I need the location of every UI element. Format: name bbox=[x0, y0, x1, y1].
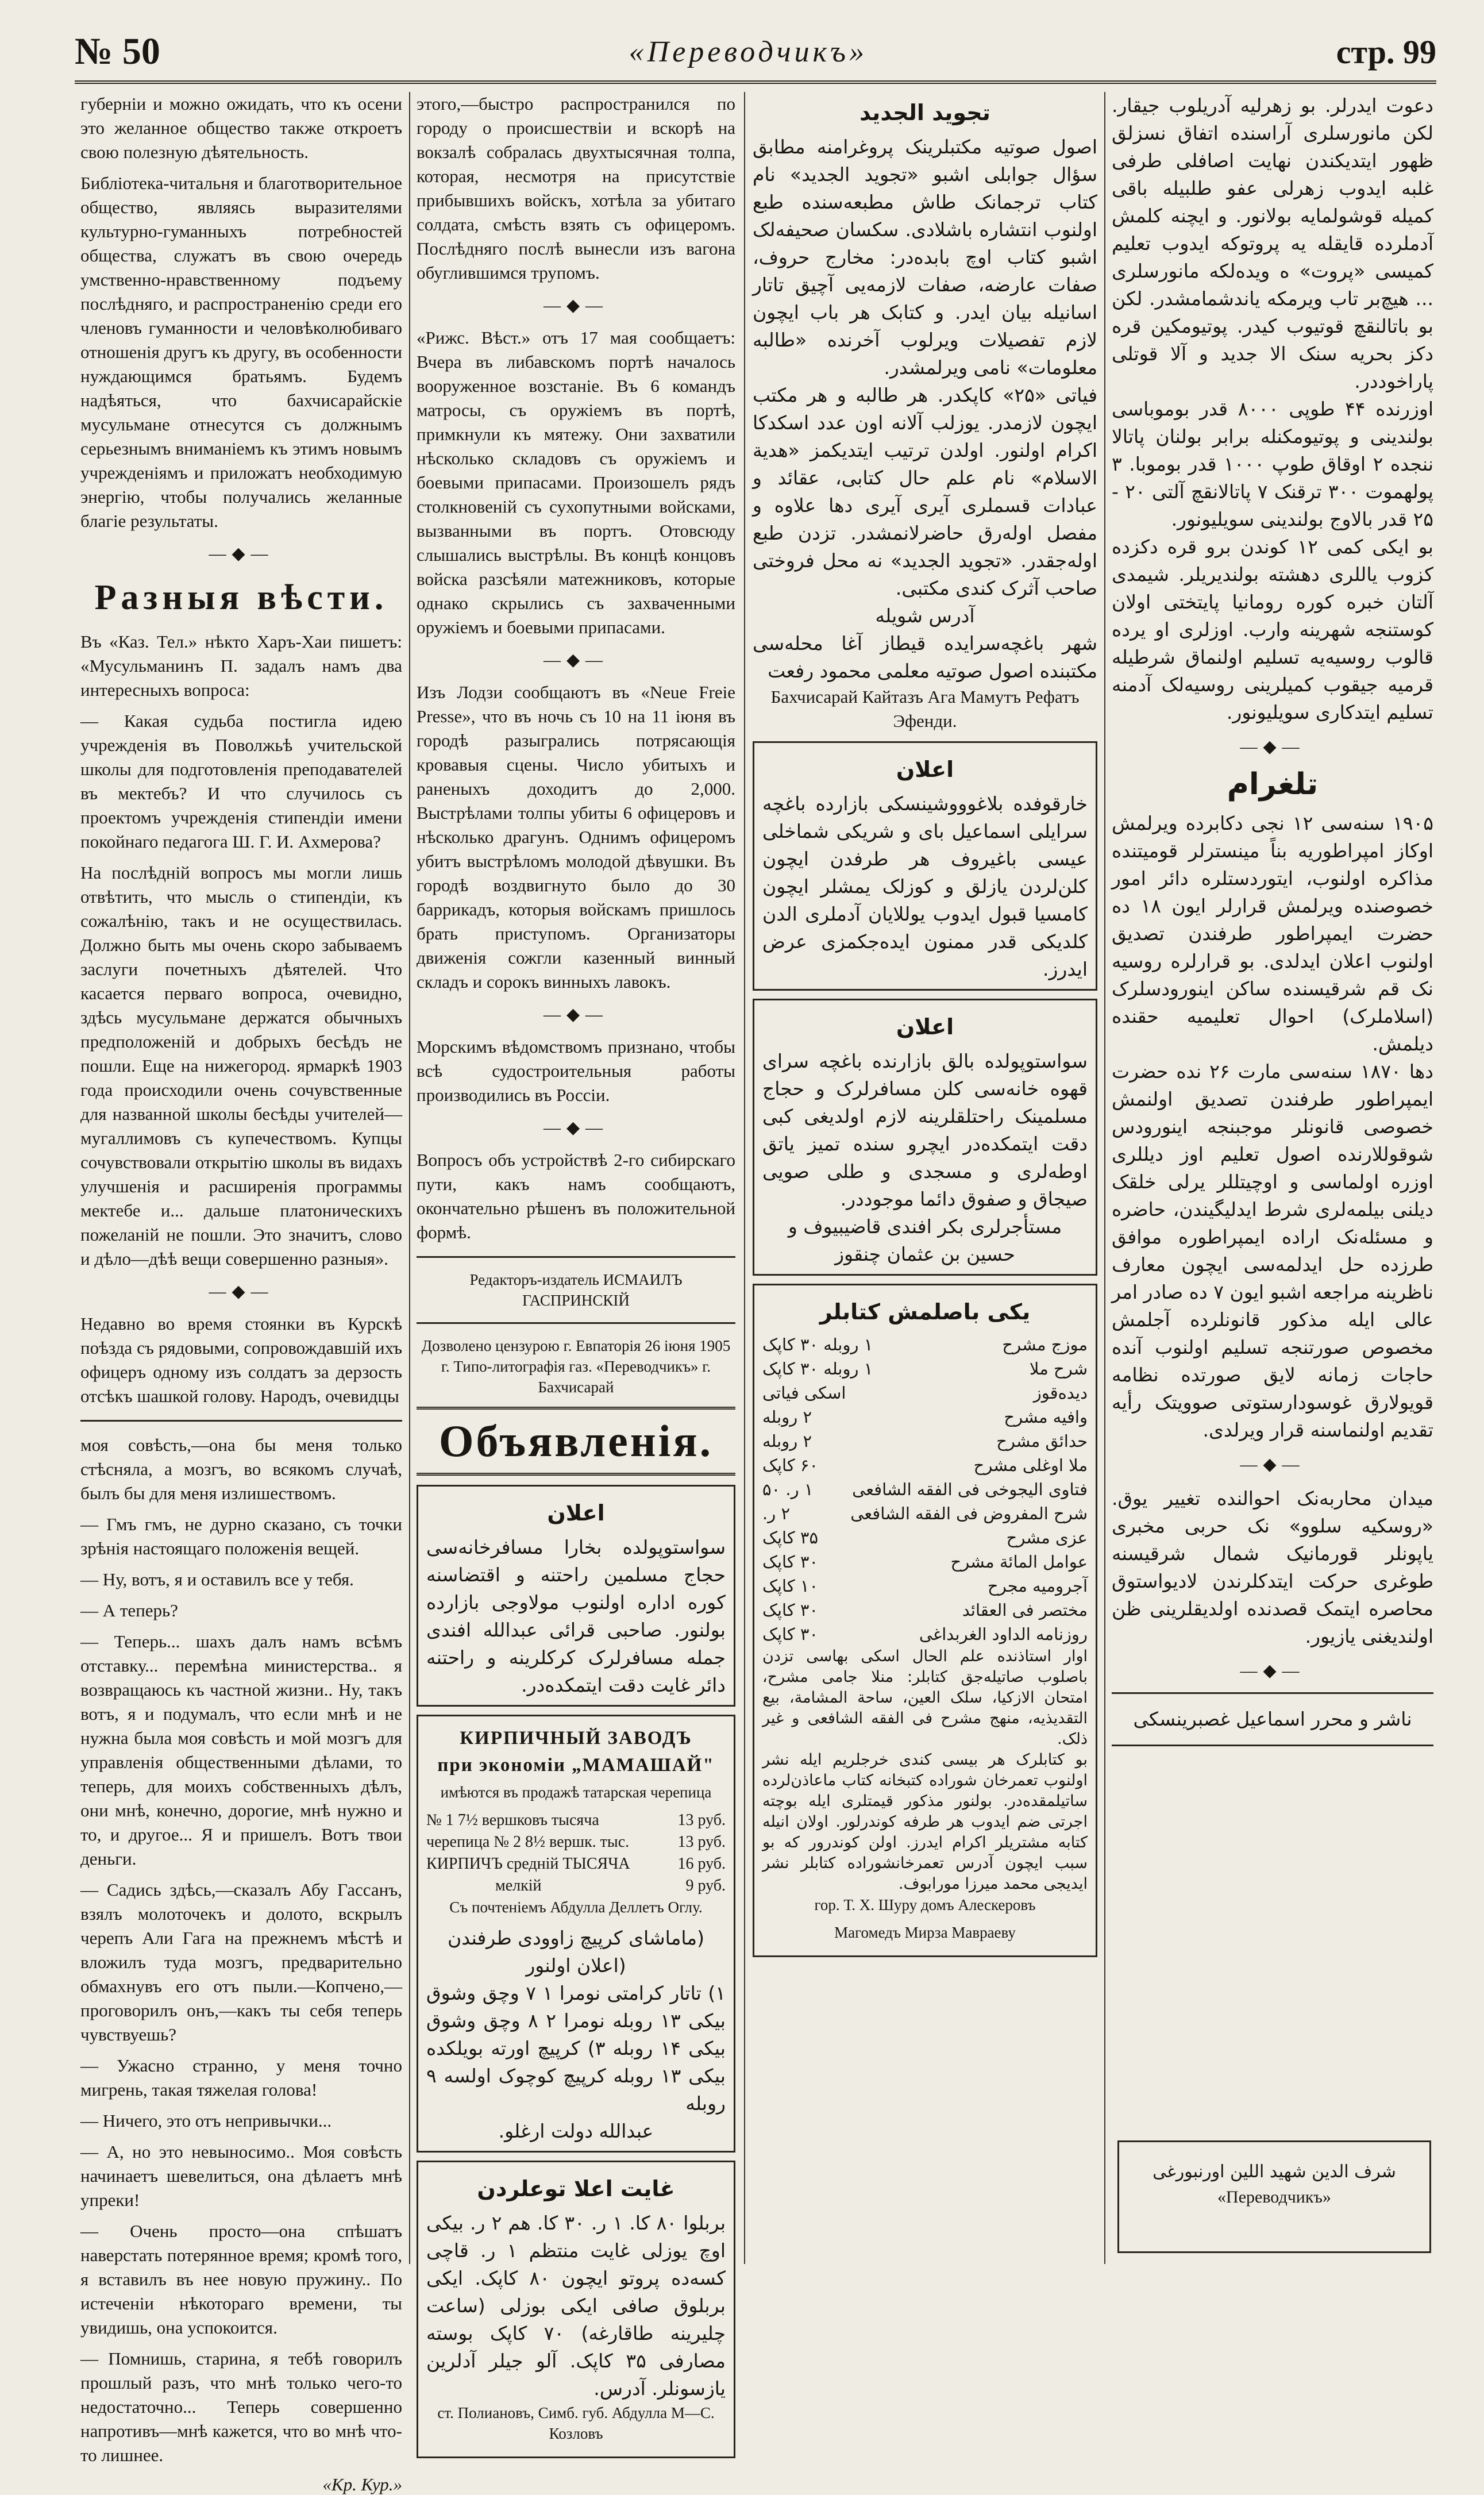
ad-text: اوار استاذنده علم الحال اسکی بهاسی تزدن باصلوب صاتیله‌جق کتابلر: منلا جامی مشرح، امتحان الازکیا، سلک العین، ساحة المشامة، بیع التقدیذیه، منهج مشرح فی الفقه الشافعی و غیر ذلک. bbox=[762, 1647, 1088, 1748]
ad-title: غایت اعلا توعلردن bbox=[477, 2176, 675, 2201]
ad-address: Магомедъ Мирза Мавраеву bbox=[834, 1924, 1016, 1941]
book-price: اسکی فیاتی bbox=[762, 1383, 846, 1403]
editor-line: Редакторъ-издатель ИСМАИЛЪ ГАСПРИНСКІЙ bbox=[469, 1271, 683, 1309]
item-price: 13 руб. bbox=[677, 1833, 726, 1851]
book-row bbox=[762, 1357, 1088, 1381]
paragraph: моя совѣсть,—она бы меня только стѣсняла, а мозгъ, во всякомъ случаѣ, былъ бы для меня излишествомъ. bbox=[80, 1435, 402, 1503]
ad-text: имѣются въ продажѣ татарская черепица bbox=[440, 1784, 712, 1801]
ad-title: یکی باصلمش کتابلر bbox=[819, 1299, 1031, 1324]
section-rule bbox=[1112, 1745, 1433, 1746]
book-price: ۳۰ کاپک bbox=[762, 1600, 819, 1620]
books-ad bbox=[753, 1284, 1097, 1957]
ad-text: سواستوپولده بخارا مسافرخانه‌سی حجاج مسلمین راحتنه و اقتضاسنه کوره اداره اولنوب مولاوجی بازارده بولنور. صاحبی قرائی عبدالله افندی جمله مسافرلرک کرکلرینه و راحتنه دائر غایت دقت ایتمکده‌در. bbox=[426, 1536, 726, 1696]
section-heading: Разныя вѣсти. bbox=[94, 578, 388, 617]
section-heading: تجوید الجدید bbox=[859, 100, 990, 125]
book-price: ۳۵ کاپک bbox=[762, 1528, 819, 1547]
book-title: شرح ملا bbox=[1029, 1359, 1088, 1379]
paragraph: — Помнишь, старина, я тебѣ говорилъ прошлый разъ, что мнѣ только чего-то недостаточно... Теперь совершенно напротивъ—мнѣ кажется, что во мнѣ что-то лишнее. bbox=[80, 2348, 402, 2465]
books-list bbox=[762, 1333, 1088, 1646]
item-name: мелкій bbox=[495, 1877, 542, 1895]
book-title: شرح المفروض فی الفقه الشافعی bbox=[850, 1504, 1088, 1523]
book-price: ۲ روبله bbox=[762, 1407, 812, 1427]
book-row bbox=[762, 1477, 1088, 1501]
book-title: روزنامه الداود الغربداغی bbox=[919, 1624, 1088, 1644]
paragraph: ۱۹۰۵ سنه‌سی ۱۲ نجی دکابرده ویرلمش اوکاز امپراطوریه بناً مینسترلر قومیتنده مذاکره اولنوب، ایتوردستلره دائر امور خصوصنده ویرلمش قرارلر ایون ۱۸ ده حضرت ایمپراطور طرفندن تصدیق اولنوب اعلان ایدلدی. بو قرارلره روسیه نک قم شرقیسنده ساکن اینورودسلرک (اسلاملرک) احوال تعلیمیه حقنده دیلمش. bbox=[1112, 812, 1433, 1055]
table-row bbox=[426, 1875, 726, 1897]
ad-signature: عبدالله دولت ارغلو. bbox=[498, 2120, 654, 2142]
ad-title: اعلان bbox=[896, 757, 954, 782]
book-title: حدائق مشرح bbox=[996, 1431, 1088, 1451]
ad-address: гор. Т. Х. Шуру домъ Алескеровъ bbox=[814, 1896, 1036, 1913]
book-price: ۱ روبله ۳۰ کاپک bbox=[762, 1335, 873, 1354]
ad-signature: مستأجرلری بکر افندی قاضیبیوف و حسین بن عثمان چنقوز bbox=[788, 1215, 1062, 1265]
paragraph: — Ужасно странно, у меня точно мигрень, такая тяжелая голова! bbox=[80, 2055, 402, 2100]
stamp-text: «Переводчикъ» bbox=[1217, 2188, 1331, 2207]
ornament-divider: —◆— bbox=[543, 650, 609, 669]
book-row bbox=[762, 1574, 1088, 1598]
item-price: 16 руб. bbox=[677, 1855, 726, 1873]
paragraph: — Теперь... шахъ далъ намъ всѣмъ отставку... перемѣна министерства.. я возвращаюсь къ частной жизни.. Ну, такъ вотъ, я и подумалъ, что если мнѣ и не нужна была моя совѣсть и мой мозгъ для управленія общественными дѣлами, то теперь, для моихъ собственныхъ дѣлъ, они мнѣ, конечно, дорогие, мнѣ нужно и то, и другое... Я и пришелъ. Вотъ твои деньги. bbox=[80, 1631, 402, 1869]
column-4 bbox=[1112, 92, 1433, 2275]
paragraph: — А теперь? bbox=[80, 1600, 178, 1620]
table-row bbox=[426, 1831, 726, 1853]
ad-text: خارقوفده بلاغوووشینسکی بازارده باغچه سرایلی اسماعیل بای و شریکی شماخلی عیسی باغیروف هر طرفدن ایچون کلن‌لردن یازلق و کوزلک یمشلر ایچون کامسیا قبول ایدوب یوللایان آدملری الدن کلدیکی قدر ممنون ایده‌جکمزی عرض ایدرز. bbox=[762, 792, 1088, 980]
section-rule bbox=[417, 1322, 735, 1324]
issue-number: № 50 bbox=[75, 30, 160, 72]
column-divider bbox=[1104, 92, 1105, 2264]
censor-line: Дозволено цензурою г. Евпаторія 26 іюня 1905 г. Типо-литографія газ. «Переводчикъ» г. Бахчисарай bbox=[421, 1337, 731, 1396]
book-row bbox=[762, 1453, 1088, 1477]
ad-text: بربلوا ۸۰ کا. ۱ ر. ۳۰ کا. هم ۲ ر. بیکی اوچ یوزلی غایت منتظم ۱ ر. قاچی کسه‌ده پروتو ایچون ۸۰ کاپک. ایکی بربلوق صافی ایکی بوزلی (ساعت چلیرینه طاقارغه) ۷۰ کاپک بوسته مصارفی ۳۵ کاپک. آلو جیلر آدلرین یازسونلر. آدرس. bbox=[426, 2212, 726, 2400]
book-row bbox=[762, 1333, 1088, 1357]
paragraph: — Гмъ гмъ, не дурно сказано, съ точки зрѣнія настоящаго положенія вещей. bbox=[80, 1514, 402, 1558]
paragraph: — Садись здѣсь,—сказалъ Абу Гассанъ, взялъ молоточекъ и долото, вскрылъ черепъ Али Гага на прежнемъ мѣстѣ и вложилъ туда мозгъ, предварительно обмахнувъ его отъ пыли.—Копчено,—проговорилъ онъ,—какъ ты себя теперь чувствуешь? bbox=[80, 1880, 402, 2044]
column-divider bbox=[409, 92, 410, 2264]
column-1 bbox=[80, 92, 402, 2494]
paragraph: — Ничего, это отъ непривычки... bbox=[80, 2111, 332, 2131]
source-signature: «Кр. Кур.» bbox=[322, 2474, 402, 2494]
paragraph: اصول صوتیه مکتبلرینک پروغرامنه مطابق سؤال جوابلی اشبو «تجوید الجدید» نام کتاب ترجمانک طاش مطبعه‌سنده طبع اولنوب انتشاره باشلادی. سکسان صحیفه‌لک اشبو کتاب اوچ بابده‌در: مخارج حروف، صفات عارضه، صفات لازمه‌یی آچیق تاتار اسانیله بیان ایدر. و کتابک هر باب ایچون لازم تفصیلات ویرلوب آخرنده «طالبه معلومات» نامی ویرلمشدر. bbox=[753, 136, 1097, 379]
paragraph: اوزرنده ۴۴ طوپی ۸۰۰۰ قدر بوموباسی بولندینی و پوتیومکنله برابر بولنان پاتالا ننجده ۲ اوقاق طوپ ۱۰۰۰ قدر بوموبا. ۳ پولهموت ۳۰۰ ترقنک ۷ پاتالانقچ آلتی ۲۰ - ۲۵ قدر بالاوج بولندینی سویلیونور. bbox=[1112, 398, 1434, 530]
column-2 bbox=[417, 92, 735, 2442]
book-row bbox=[762, 1381, 1088, 1405]
paragraph: — А, но это невыносимо.. Моя совѣсть начинаетъ шевелиться, она дѣлаетъ мнѣ упреки! bbox=[80, 2142, 402, 2210]
column-divider bbox=[744, 92, 745, 2264]
table-row bbox=[426, 1853, 726, 1875]
paragraph: میدان محاربه‌نک احوالنده تغییر یوق. «روسکیه سلوو» نک حربی مخبری یاپونلر قورمانیک شمال شرقیسنه طوغری حرکت ایتدکلرندن لادیواستوق محاصره ایتمک قصدنده اولدیقلرینی ظن اولندیغنی یازیور. bbox=[1112, 1487, 1433, 1647]
brick-factory-ad bbox=[417, 1715, 735, 2153]
book-row bbox=[762, 1501, 1088, 1526]
book-title: ملا اوغلی مشرح bbox=[973, 1456, 1088, 1475]
address-text: شهر باغچه‌سرایده قیطاز آغا محله‌سی مکتبنده اصول صوتیه معلمی محمود رفعت bbox=[753, 632, 1097, 682]
book-price: ۱ روبله ۳۰ کاپک bbox=[762, 1359, 873, 1379]
paragraph: فیاتی «۲۵» کاپکدر. هر طالبه و هر مکتب ایچون لازمدر. یوزلب آلانه اون عدد اسکدکا اکرام اولنور. اولدن ترتیب ایتدیکمز «هدیة الاسلام» نام علم حال کتابی، عقائد و عبادات قسملری آیری آیری دها علاوه و مفصل اوله‌رق حاضرلانمشدر. تزدن طبع اوله‌جقدر. «تجوید الجدید» نه محل فروختی صاحب آثرک کندی مکتبی. bbox=[753, 384, 1097, 599]
book-title: عزی مشرح bbox=[1006, 1528, 1088, 1547]
ornament-divider: —◆— bbox=[209, 1282, 274, 1301]
paragraph: этого,—быстро распространился по городу о происшествіи и вскорѣ на вокзалѣ собралась двухтысячная толпа, которая, несмотря на присутствіе прибывшихъ войскъ, хотѣла за убитаго солдата, смѣсть взять съ офицеромъ. Послѣдняго послѣ вынесли изъ вагона обуглившимся трупомъ. bbox=[417, 94, 735, 283]
ad-box bbox=[753, 999, 1097, 1276]
book-title: دیده‌قوز bbox=[1033, 1383, 1088, 1403]
book-title: فتاوی الیجوخی فی الفقه الشافعی bbox=[852, 1480, 1088, 1499]
section-rule bbox=[417, 1256, 735, 1258]
ornament-divider: —◆— bbox=[1240, 737, 1305, 756]
library-stamp bbox=[1117, 2140, 1431, 2253]
item-price: 9 руб. bbox=[685, 1877, 726, 1895]
book-row bbox=[762, 1526, 1088, 1550]
ad-title: КИРПИЧНЫЙ ЗАВОДЪ bbox=[460, 1728, 692, 1749]
book-title: عوامل المائة مشرح bbox=[950, 1552, 1088, 1572]
book-row bbox=[762, 1622, 1088, 1646]
section-rule bbox=[80, 1420, 402, 1422]
book-price: ۲ ر. bbox=[762, 1504, 791, 1523]
book-price: ۳۰ کاپک bbox=[762, 1624, 819, 1644]
price-table bbox=[426, 1809, 726, 1897]
ad-address: ст. Полиановъ, Симб. губ. Абдулла М—С. Козловъ bbox=[437, 2404, 715, 2442]
paragraph: — Какая судьба постигла идею учрежденія въ Поволжьѣ учительской школы для подготовленія преподавателей въ мектебъ? И что случилось съ проектомъ учрежденія стипендіи имени покойнаго педагога Ш. Г. И. Ахмерова? bbox=[80, 711, 402, 852]
ad-subtitle: при экономіи „МАМАШАЙ" bbox=[437, 1755, 715, 1776]
book-row bbox=[762, 1550, 1088, 1574]
ad-text: ۱) تاتار کرامتی نومرا ۱ ۷ وچق وشوق بیکی ۱۳ روبله نومرا ۲ ۸ وچق وشوق بیکی ۱۴ روبله ۳) کرپیچ اورته بویلکده بیکی ۱۳ روبله کرپیچ کوچوک اولسه ۹ روبله bbox=[426, 1982, 726, 2115]
paragraph: Морскимъ вѣдомствомъ признано, чтобы всѣ судостроительныя работы производились въ Россіи. bbox=[417, 1037, 735, 1105]
ornament-divider: —◆— bbox=[1240, 1661, 1305, 1680]
paragraph: دها ۱۸۷۰ سنه‌سی مارت ۲۶ نده حضرت ایمپراطور طرفندن تصدیق اولنمش خصوصی قانونلر موجبنجه اینورودس شوقوللارنده اصول تعلیم اوز دیللری اوزره اولماسی و اوچیتللر یرلی خلقک دیلنی بیلمه‌لری شرط ایدلیگیندن، حاضره و مسئله‌نک اراده ایمپراطوره موافق طرزده حل ایدلمه‌سی ایچون معارف ناظرینه مراجعه اشبو ایون ۷ ده صادر امر عالی ایله مذکور قانونلرده آجلمش مخصوص صورتنجه تسلیم اولنوب آنده حاجات زمانه لایق صورتده نظامه قویولارق غوسودارستوتی صوویتک رأیه تقدیم اولنماسنه قرار ویرلدی. bbox=[1112, 1060, 1434, 1441]
book-price: ۱۰ کاپک bbox=[762, 1576, 819, 1596]
ad-title: اعلان bbox=[896, 1014, 954, 1039]
section-rule bbox=[1112, 1692, 1433, 1694]
publisher-line: ناشر و محرر اسماعیل غصبرینسکی bbox=[1133, 1708, 1412, 1730]
book-row bbox=[762, 1429, 1088, 1453]
ornament-divider: —◆— bbox=[543, 296, 609, 315]
book-row bbox=[762, 1405, 1088, 1429]
book-price: ۲ روبله bbox=[762, 1431, 812, 1451]
table-row bbox=[426, 1809, 726, 1831]
book-title: موزج مشرح bbox=[1002, 1335, 1088, 1354]
book-price: ۶۰ کاپک bbox=[762, 1456, 819, 1475]
paragraph: Изъ Лодзи сообщаютъ въ «Neue Freie Presse», что въ ночь съ 10 на 11 іюня въ городѣ разыгрались потрясающія кровавыя сцены. Число убитыхъ и раненыхъ доходитъ до 2,000. Выстрѣлами толпы убиты 6 офицеровъ и нѣсколько драгунъ. Однимъ офицеромъ убитъ выстрѣломъ молодой дѣвушки. Въ городѣ воздвигнуто было до 30 баррикадъ, которыя войскамъ пришлось брать приступомъ. Организаторы движенія сожгли казенный винный складъ и сорокъ винныхъ лавокъ. bbox=[417, 682, 735, 992]
stamp-text: شرف الدین شهید اللین اورنبورغی bbox=[1152, 2162, 1396, 2182]
newspaper-title: «Переводчикъ» bbox=[629, 35, 868, 68]
paragraph: Вопросъ объ устройствѣ 2-го сибирскаго пути, какъ намъ сообщаютъ, окончательно рѣшенъ въ положительной формѣ. bbox=[417, 1150, 735, 1242]
paragraph: — Очень просто—она спѣшатъ наверстать потерянное время; кромѣ того, я вставилъ въ нее новую пружину.. По истеченіи нѣкотораго времени, ты увидишь, она успокоится. bbox=[80, 2221, 402, 2338]
item-name: черепица № 2 8½ вершк. тыс. bbox=[426, 1833, 630, 1851]
book-price: ۳۰ کاپک bbox=[762, 1552, 819, 1572]
paragraph: Въ «Каз. Тел.» нѣкто Харъ-Хаи пишетъ: «Мусульманинъ П. задалъ намъ два интересныхъ вопроса: bbox=[80, 632, 402, 700]
paragraph: Библіотека-читальня и благотворительное общество, являясь выразителями культурно-гуманныхъ потребностей общества, служатъ въ свою очередь умственно-нравственному подъему послѣдняго, и распространенію среди его членовъ гуманности и человѣколюбиваго отношенія другъ къ другу, въ особенности нуждающимся братьямъ. Будемъ надѣяться, что бахчисарайскіе мусульмане отнесутся съ должнымъ серьезнымъ вниманіемъ къ этимъ новымъ учрежденіямъ и приложатъ необходимую энергію, чтобы получались желанные благіе результаты. bbox=[80, 173, 402, 531]
paragraph: Недавно во время стоянки въ Курскѣ поѣзда съ рядовыми, сопровождавшій ихъ офицеръ одному изъ солдатъ за дерзость отсѣкъ шашкой голову. Народъ, очевидцы bbox=[80, 1314, 402, 1406]
ad-box bbox=[417, 1485, 735, 1707]
paragraph: — Ну, вотъ, я и оставилъ все у тебя. bbox=[80, 1569, 354, 1589]
ornament-divider: —◆— bbox=[543, 1005, 609, 1024]
paragraph: بو ایکی کمی ۱۲ کوندن برو قره دکزده کزوب یاللری دهشته بولندیریلر. شیمدی آلتان خبره کوره رومانیا پایتختی اولان کوستنجه شهرینه وارب. اوزلری او یرده قالوب روسیه‌یه تسلیم اولنماق شرطیله قرمیه جیقوب کمیلرینی روسیه‌لک آدمنه تسلیم ایتدکاری سویلیونور. bbox=[1112, 536, 1433, 723]
ad-text: سواستوپولده بالق بازارنده باغچه سرای قهوه خانه‌سی کلن مسافرلرک و حجاج مسلمینک راحتلقلرینه لازم اولدیغی کبی دقت ایتمکده‌در ایچرو سنده تمیز یاتق اوطه‌لری و مسجدی و طلی صویی صیجاق و صفوق دائما موجوددر. bbox=[762, 1050, 1088, 1210]
ornament-divider: —◆— bbox=[1240, 1455, 1305, 1474]
item-name: № 1 7½ вершковъ тысяча bbox=[426, 1811, 599, 1829]
ornament-divider: —◆— bbox=[209, 544, 274, 563]
address-title: آدرس شویله bbox=[875, 605, 975, 627]
ad-signature: Съ почтеніемъ Абдулла Деллетъ Оглу. bbox=[449, 1899, 703, 1916]
ad-title: (ماماشای کرپیچ زاوودی طرفندن (اعلان اولنور bbox=[448, 1927, 704, 1977]
column-3 bbox=[753, 92, 1097, 2275]
book-title: وافیه مشرح bbox=[1004, 1407, 1088, 1427]
ad-title: اعلان bbox=[547, 1500, 605, 1526]
section-heading: تلغرام bbox=[1227, 767, 1319, 802]
book-title: مختصر فی العقائد bbox=[962, 1600, 1088, 1620]
masthead bbox=[75, 23, 1436, 84]
item-price: 13 руб. bbox=[677, 1811, 726, 1829]
ad-box bbox=[753, 741, 1097, 991]
ad-box bbox=[417, 2161, 735, 2458]
ad-text: بو کتابلرک هر بیسی کندی خرجلریم ایله نشر اولنوب تعمرخان شوراده کتبخانه کتاب ماعاذن‌لرده ساتیلمقده‌در. بولنور مذکور قیمتلری ایله بوچته اجرتی ضم ایدوب هر طرفه کوندرلور. اولان انیله کتابه مشتریلر اکرام ایدرز. اولن کوندرور که بو سبب ایچون آدرس تعمرخانشوراده کتابلر نشر ایدیجی محمد میرزا مورابوف. bbox=[762, 1751, 1088, 1893]
paragraph: دعوت ایدرلر. بو زهرلیه آدریلوب جیقار. لکن مانورسلری آراسنده اتفاق نسزلق ظهور ایتدیکندن نهایت اصافلی طرفی غلبه ایدوب زهرلی عفو طلبیله باقی کمیله قوشولمایه بولانور. و ایچنه کلمش آدملرده قایقله یه پروتوکه ایدوب تعلیم کمیسی «پروت» ه ویده‌لکه مانورسلری ... هیچ‌بر تاب ویرمکه یاندشمامشدر. لکن بو باتالنقچ قوتیوب کیدر. پوتیومکین قره دکز بحریه سنک الا جدید و آلا قوتلی پاراخوددر. bbox=[1112, 94, 1433, 392]
ornament-divider: —◆— bbox=[543, 1118, 609, 1137]
book-row bbox=[762, 1598, 1088, 1622]
paragraph: «Рижс. Вѣст.» отъ 17 мая сообщаетъ: Вчера въ либавскомъ портѣ началось вооруженное возстаніе. Въ 6 командъ матросы, съ оружіемъ въ портѣ, примкнули къ мятежу. Они захватили нѣсколько складовъ съ оружіемъ и боевыми припасами. Произошелъ рядъ столкновеній съ сухопутными войсками, вызванными въ портъ. Отовсюду слышались выстрѣлы. Въ концѣ концовъ войска разсѣяли матежниковъ, которые однако скрылись съ захваченными оружіемъ и боевыми припасами. bbox=[417, 328, 735, 637]
page-number: стр. 99 bbox=[1336, 33, 1436, 71]
address-russian: Бахчисарай Кайтазъ Ага Мамутъ Рефатъ Эфенди. bbox=[770, 687, 1080, 731]
paragraph: На послѣдній вопросъ мы могли лишь отвѣтить, что мысль о стипендіи, къ сожалѣнію, такъ и не осуществилась. Должно быть мы очень скоро забываемъ заслуги почетныхъ дѣятелей. Что касается перваго вопроса, очевидно, здѣсь мусульмане держатся обычныхъ предположеній и добрыхъ бесѣдъ не пошли. Еще на нижегород. ярмаркѣ 1903 года происходили очень сочувственные для названной школы бесѣды учителей—мугаллимовъ съ купечествомъ. Купцы сочувствовали открытію школы въ видахъ улучшенія и расширенія программы мектебе и... дальше платоническихъ пожеланій не пошли. Это значитъ, слово и дѣло—дѣѣ вещи совершенно разныя». bbox=[80, 863, 402, 1269]
paragraph: губерніи и можно ожидать, что къ осени это желанное общество также откроетъ свою полезную дѣятельность. bbox=[80, 94, 402, 162]
book-title: آجرومیه مجرح bbox=[987, 1576, 1088, 1596]
ads-heading: Объявленія. bbox=[417, 1407, 735, 1476]
item-name: КИРПИЧЪ средній ТЫСЯЧА bbox=[426, 1855, 630, 1873]
book-price: ۱ ر. ۵۰ bbox=[762, 1480, 814, 1499]
